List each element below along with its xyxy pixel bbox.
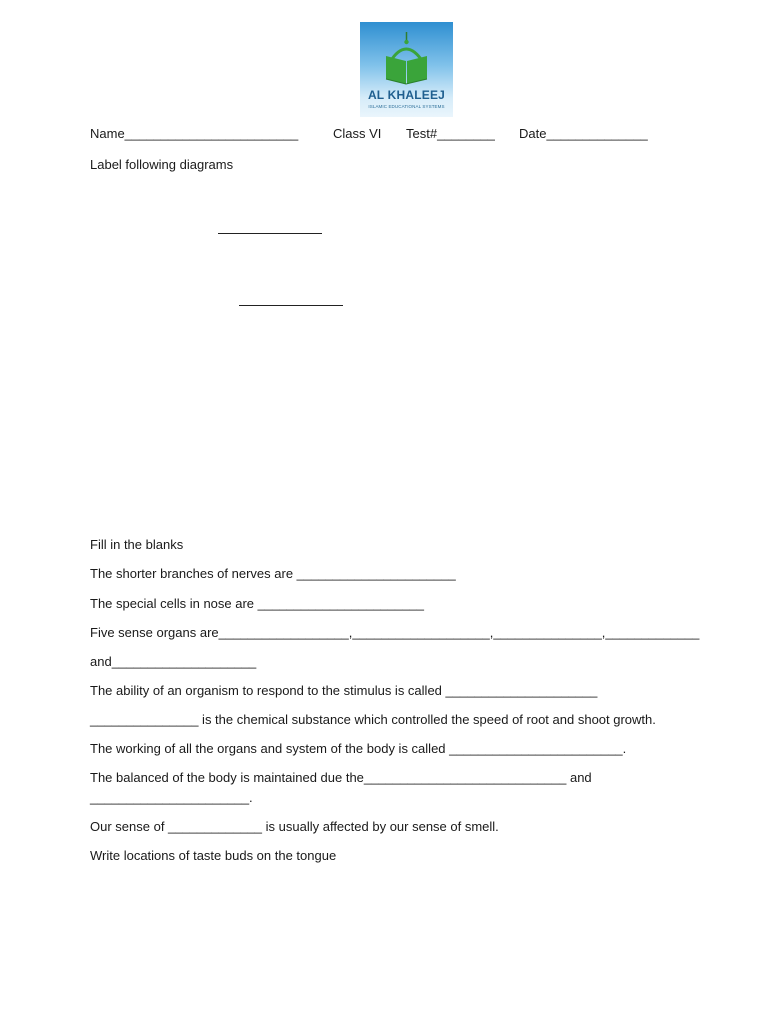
test-number-field[interactable]: Test#________: [406, 126, 495, 141]
question-item[interactable]: _______________ is the chemical substance which controlled the speed of root and shoot growth.: [90, 712, 656, 727]
label-diagrams-heading: Label following diagrams: [90, 157, 234, 172]
school-logo: [360, 22, 453, 117]
fill-blanks-heading: Fill in the blanks: [90, 537, 184, 552]
question-item[interactable]: The shorter branches of nerves are ______________________: [90, 566, 456, 581]
diagram-label-blank[interactable]: [239, 305, 343, 306]
name-field[interactable]: Name________________________: [90, 126, 299, 141]
date-field[interactable]: Date______________: [519, 126, 648, 141]
taste-buds-instruction: Write locations of taste buds on the tongue: [90, 848, 337, 863]
class-label: Class VI: [333, 126, 382, 141]
question-item[interactable]: ______________________.: [90, 790, 253, 805]
question-item[interactable]: The special cells in nose are _______________________: [90, 596, 424, 611]
question-item[interactable]: The ability of an organism to respond to the stimulus is called _____________________: [90, 683, 598, 698]
question-item[interactable]: Five sense organs are__________________,___________________,_______________,_____________: [90, 625, 700, 640]
question-item[interactable]: Our sense of _____________ is usually affected by our sense of smell.: [90, 819, 499, 834]
question-item[interactable]: The working of all the organs and system of the body is called ________________________.: [90, 741, 627, 756]
question-item[interactable]: The balanced of the body is maintained due the____________________________ and: [90, 770, 592, 785]
question-item[interactable]: and____________________: [90, 654, 257, 669]
book-mosque-icon: [360, 22, 453, 117]
logo-name: AL KHALEEJ: [367, 88, 446, 102]
diagram-label-blank[interactable]: [218, 233, 322, 234]
logo-subtitle: ISLAMIC EDUCATIONAL SYSTEMS: [368, 104, 445, 109]
